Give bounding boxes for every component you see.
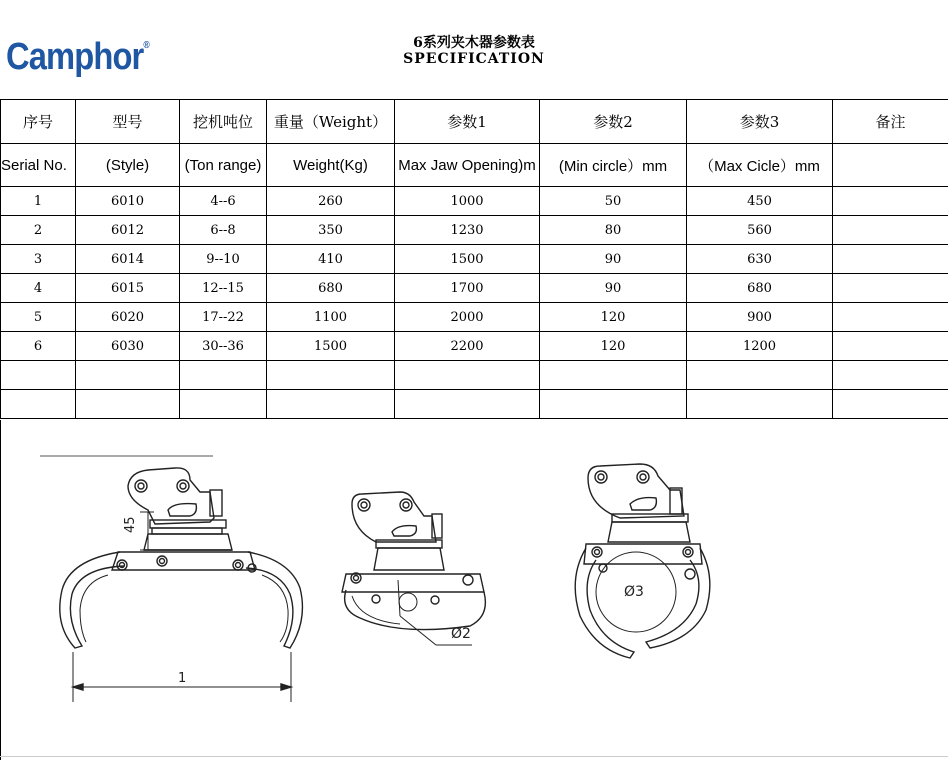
table-cell: 4	[1, 274, 76, 303]
table-cell: 630	[687, 245, 833, 274]
table-cell: 1500	[267, 332, 395, 361]
table-cell: 6015	[76, 274, 180, 303]
table-cell	[267, 361, 395, 390]
table-cell: 50	[540, 187, 687, 216]
table-cell	[833, 303, 948, 332]
table-cell	[1, 390, 76, 419]
table-cell: 120	[540, 303, 687, 332]
table-cell: 260	[267, 187, 395, 216]
table-cell: 6--8	[180, 216, 267, 245]
table-cell	[76, 390, 180, 419]
header-cell: (Ton range)	[180, 144, 267, 187]
table-cell: 1000	[395, 187, 540, 216]
table-cell	[180, 390, 267, 419]
table-cell: 1230	[395, 216, 540, 245]
table-cell: 3	[1, 245, 76, 274]
specification-table	[0, 99, 948, 419]
header-cell: (Style)	[76, 144, 180, 187]
table-cell: 2000	[395, 303, 540, 332]
table-row	[1, 274, 948, 303]
table-cell: 9--10	[180, 245, 267, 274]
company-logo: Camphor®	[6, 36, 150, 78]
table-cell: 680	[687, 274, 833, 303]
table-cell: 80	[540, 216, 687, 245]
table-cell	[76, 361, 180, 390]
table-cell: 6020	[76, 303, 180, 332]
table-cell: 1100	[267, 303, 395, 332]
table-cell: 2	[1, 216, 76, 245]
table-row	[1, 216, 948, 245]
table-cell	[833, 332, 948, 361]
table-cell: 6010	[76, 187, 180, 216]
table-cell: 5	[1, 303, 76, 332]
header-cell: Weight(Kg)	[267, 144, 395, 187]
table-cell	[395, 361, 540, 390]
table-cell	[833, 187, 948, 216]
header-cell: 备注	[833, 100, 948, 144]
table-cell: 1700	[395, 274, 540, 303]
table-cell	[687, 390, 833, 419]
dimension-3-label: Ø3	[624, 584, 644, 600]
table-row	[1, 361, 948, 390]
table-cell	[687, 361, 833, 390]
table-row	[1, 390, 948, 419]
header-cell: (Min circle）mm	[540, 144, 687, 187]
table-cell: 1500	[395, 245, 540, 274]
table-cell	[833, 216, 948, 245]
table-cell: 6014	[76, 245, 180, 274]
table-cell: 1200	[687, 332, 833, 361]
table-cell	[180, 361, 267, 390]
table-cell: 30--36	[180, 332, 267, 361]
grapple-drawings	[0, 420, 948, 760]
table-cell: 2200	[395, 332, 540, 361]
header-cell: 挖机吨位	[180, 100, 267, 144]
table-cell: 17--22	[180, 303, 267, 332]
dimension-45-label: 45	[123, 516, 138, 533]
header-row-chinese	[1, 100, 948, 144]
dimension-2-label: Ø2	[451, 626, 471, 642]
header-cell	[833, 144, 948, 187]
table-cell	[540, 390, 687, 419]
table-cell: 560	[687, 216, 833, 245]
table-cell	[540, 361, 687, 390]
table-cell: 90	[540, 245, 687, 274]
header-cell: 型号	[76, 100, 180, 144]
table-cell	[833, 274, 948, 303]
header-row-english	[1, 144, 948, 187]
dimension-1-label: 1	[178, 671, 187, 686]
table-cell: 680	[267, 274, 395, 303]
header-cell: 重量（Weight）	[267, 100, 395, 144]
table-cell	[833, 390, 948, 419]
table-row	[1, 187, 948, 216]
table-cell: 410	[267, 245, 395, 274]
table-cell: 90	[540, 274, 687, 303]
table-row	[1, 303, 948, 332]
table-cell	[1, 361, 76, 390]
table-row	[1, 245, 948, 274]
header-cell: 参数2	[540, 100, 687, 144]
table-cell: 12--15	[180, 274, 267, 303]
table-cell: 120	[540, 332, 687, 361]
table-cell: 450	[687, 187, 833, 216]
table-row	[1, 332, 948, 361]
header-cell: （Max Cicle）mm	[687, 144, 833, 187]
table-cell: 900	[687, 303, 833, 332]
grapple-drawing-closed	[342, 492, 485, 645]
header-cell: 参数1	[395, 100, 540, 144]
table-cell	[833, 245, 948, 274]
header-cell: 序号	[1, 100, 76, 144]
table-cell	[267, 390, 395, 419]
table-cell: 350	[267, 216, 395, 245]
table-cell: 4--6	[180, 187, 267, 216]
table-cell: 6030	[76, 332, 180, 361]
title-english: SPECIFICATION	[403, 51, 545, 67]
table-cell: 1	[1, 187, 76, 216]
header-cell: Max Jaw Opening)m	[395, 144, 540, 187]
table-cell	[395, 390, 540, 419]
header-cell: Serial No.	[1, 144, 76, 187]
table-cell	[833, 361, 948, 390]
table-cell: 6	[1, 332, 76, 361]
header-cell: 参数3	[687, 100, 833, 144]
footer-divider	[0, 756, 948, 757]
title-chinese: 6系列夹木器参数表	[413, 35, 535, 51]
grapple-drawing-circle	[575, 464, 710, 658]
grapple-drawing-open	[60, 468, 303, 702]
table-cell: 6012	[76, 216, 180, 245]
